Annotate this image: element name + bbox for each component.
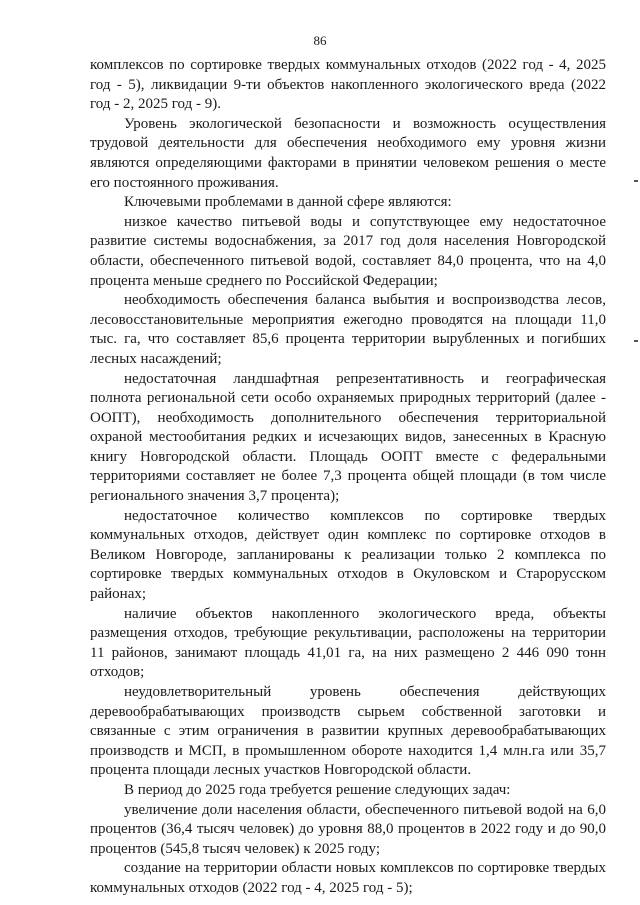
scan-margin-mark bbox=[634, 340, 638, 342]
paragraph-5: необходимость обеспечения баланса выбытия и воспроизводства лесов, лесовосстановительные мероприятия ежегодно проводятся на площади 11,0 тыс. га, что составляет 85,6 процента территории вырубленных и погибших лесных насаждений; bbox=[90, 292, 606, 367]
document-body bbox=[90, 56, 606, 899]
paragraph-9: неудовлетворительный уровень обеспечения действующих деревообрабатывающих производств сырьем собственной заготовки и связанные с этим ограничения в развитии крупных деревообрабатывающих производств и МСП, в промышленном обороте находится 1,4 млн.га или 35,7 процента площади лесных участков Новгородской области. bbox=[90, 684, 606, 779]
paragraph-2: Уровень экологической безопасности и возможность осуществления трудовой деятельности для обеспечения необходимого ему уровня жизни являются определяющими факторами в принятии человеком решения о месте его постоянного проживания. bbox=[90, 115, 606, 191]
paragraph-11: увеличение доли населения области, обеспеченного питьевой водой на 6,0 процентов (36,4 тысяч человек) до уровня 88,0 процентов в 2022 году и до 90,0 процентов (545,8 тысяч человек) к 2025 году; bbox=[90, 801, 606, 857]
paragraph-10: В период до 2025 года требуется решение следующих задач: bbox=[124, 781, 511, 798]
paragraph-12: создание на территории области новых комплексов по сортировке твердых коммунальных отходов (2022 год - 4, 2025 год - 5); bbox=[90, 860, 606, 896]
paragraph-1: комплексов по сортировке твердых коммунальных отходов (2022 год - 4, 2025 год - 5), ликвидации 9-ти объектов накопленного экологического вреда (2022 год - 2, 2025 год - 9). bbox=[90, 57, 606, 113]
paragraph-3: Ключевыми проблемами в данной сфере являются: bbox=[124, 194, 452, 211]
paragraph-8: наличие объектов накопленного экологического вреда, объекты размещения отходов, требующие рекультивации, расположены на территории 11 районов, занимают площадь 41,01 га, на них размещено 2 446 090 тонн отходов; bbox=[90, 605, 606, 681]
paragraph-7: недостаточное количество комплексов по сортировке твердых коммунальных отходов, действует один комплекс по сортировке отходов в Великом Новгороде, запланированы к реализации только 2 комплекса по сортировке твердых коммунальных отходов в Окуловском и Старорусском районах; bbox=[90, 507, 606, 603]
paragraph-4: низкое качество питьевой воды и сопутствующее ему недостаточное развитие системы водоснабжения, за 2017 год доля населения Новгородской области, обеспеченного питьевой водой, составляет 84,0 процента, что на 4,0 процента меньше среднего по Российской Федерации; bbox=[90, 213, 606, 289]
scan-margin-mark bbox=[634, 180, 638, 182]
page-number: 86 bbox=[313, 33, 327, 48]
paragraph-6: недостаточная ландшафтная репрезентативность и географическая полнота региональной сети особо охраняемых природных территорий (далее - ООПТ), необходимость дополнительного обеспечения территориальной охраной местообитания редких и исчезающих видов, занесенных в Красную книгу Новгородской области. Площадь ООПТ вместе с федеральными территориями составляет не более 7,3 процента общей площади (в том числе регионального значения 3,7 процента); bbox=[90, 370, 606, 505]
